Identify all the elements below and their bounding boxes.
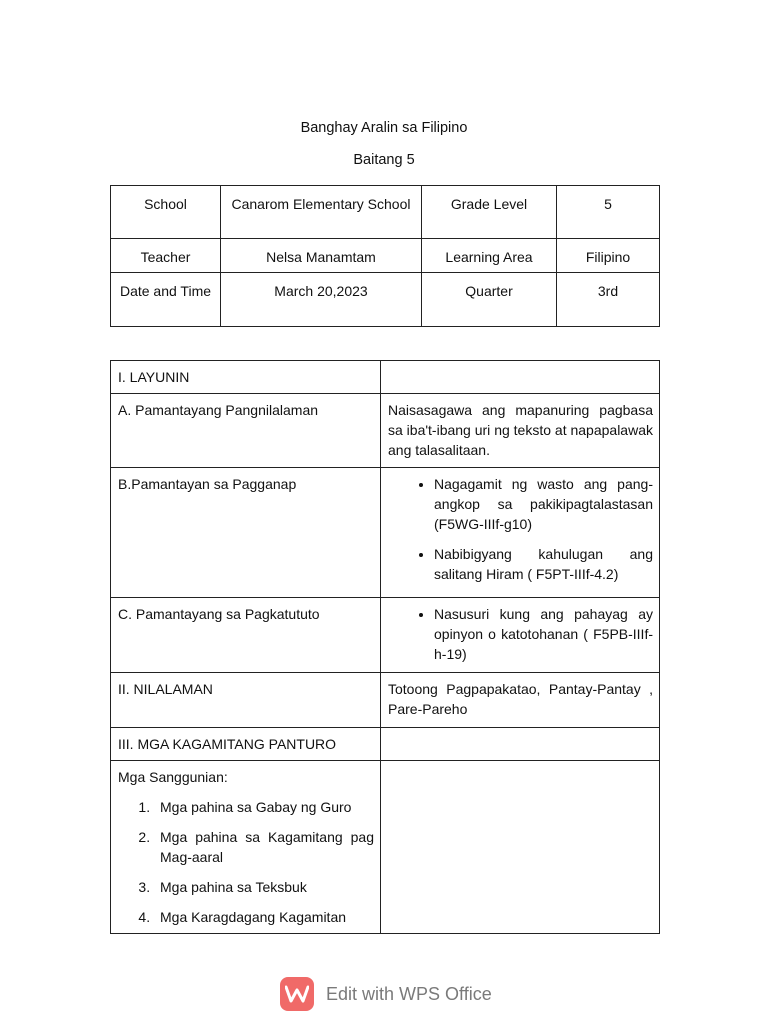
- sanggunian-list: [118, 797, 374, 927]
- kagamitan-value: [381, 728, 660, 761]
- row-pangnilalaman: [111, 394, 660, 468]
- layunin-value: [381, 361, 660, 394]
- list-item: • Nasusuri kung ang pahayag ay opinyon o katotohanan ( F5PB-IIIf-h-19): [434, 604, 653, 664]
- quarter-label: Quarter: [422, 273, 557, 327]
- grade-level-label: Grade Level: [422, 186, 557, 239]
- pagganap-label: B.Pamantayan sa Pagganap: [111, 468, 381, 598]
- list-item: 4. Mga Karagdagang Kagamitan: [154, 907, 374, 927]
- pagkatututo-label: C. Pamantayang sa Pagkatututo: [111, 598, 381, 673]
- list-item: • Nabibigyang kahulugan ang salitang Hiram ( F5PT-IIIf-4.2): [434, 544, 653, 584]
- sanggunian-value: [381, 761, 660, 934]
- pangnilalaman-label: A. Pamantayang Pangnilalaman: [111, 394, 381, 468]
- row-pagkatututo: [111, 598, 660, 673]
- lesson-plan-table: [110, 360, 660, 934]
- teacher-label: Teacher: [111, 239, 221, 273]
- pagganap-list: [388, 474, 653, 584]
- teacher-value: Nelsa Manamtam: [221, 239, 422, 273]
- row-layunin: [111, 361, 660, 394]
- kagamitan-label: III. MGA KAGAMITANG PANTURO: [111, 728, 381, 761]
- date-time-value: March 20,2023: [221, 273, 422, 327]
- info-row-school: [111, 186, 660, 239]
- list-item: 3. Mga pahina sa Teksbuk: [154, 877, 374, 897]
- school-label: School: [111, 186, 221, 239]
- row-sanggunian: [111, 761, 660, 934]
- grade-level-value: 5: [557, 186, 660, 239]
- pagkatututo-list: [388, 604, 653, 664]
- layunin-heading: I. LAYUNIN: [111, 361, 381, 394]
- wps-logo-icon: [280, 977, 314, 1011]
- pangnilalaman-value: Naisasagawa ang mapanuring pagbasa sa iba't-ibang uri ng teksto at napapalawak ang talasalitaan.: [381, 394, 660, 468]
- row-pagganap: [111, 468, 660, 598]
- wps-edit-label: Edit with WPS Office: [326, 983, 492, 1004]
- pagkatututo-value: [381, 598, 660, 673]
- row-nilalaman: [111, 673, 660, 728]
- quarter-value: 3rd: [557, 273, 660, 327]
- list-item: 1. Mga pahina sa Gabay ng Guro: [154, 797, 374, 817]
- info-row-teacher: [111, 239, 660, 273]
- nilalaman-label: II. NILALAMAN: [111, 673, 381, 728]
- date-time-label: Date and Time: [111, 273, 221, 327]
- pagganap-value: [381, 468, 660, 598]
- sanggunian-cell: [111, 761, 381, 934]
- learning-area-label: Learning Area: [422, 239, 557, 273]
- edit-with-wps-banner[interactable]: [280, 977, 492, 1011]
- document-grade: Baitang 5: [353, 152, 415, 168]
- document-title: Banghay Aralin sa Filipino: [300, 120, 468, 136]
- row-kagamitan: [111, 728, 660, 761]
- info-table: [110, 185, 660, 327]
- list-item: 2. Mga pahina sa Kagamitang pag Mag-aaral: [154, 827, 374, 867]
- learning-area-value: Filipino: [557, 239, 660, 273]
- info-row-date: [111, 273, 660, 327]
- nilalaman-value: Totoong Pagpapakatao, Pantay-Pantay , Pare-Pareho: [381, 673, 660, 728]
- sanggunian-label: Mga Sanggunian:: [118, 769, 228, 785]
- school-value: Canarom Elementary School: [221, 186, 422, 239]
- list-item: • Nagagamit ng wasto ang pang-angkop sa pakikipagtalastasan (F5WG-IIIf-g10): [434, 474, 653, 534]
